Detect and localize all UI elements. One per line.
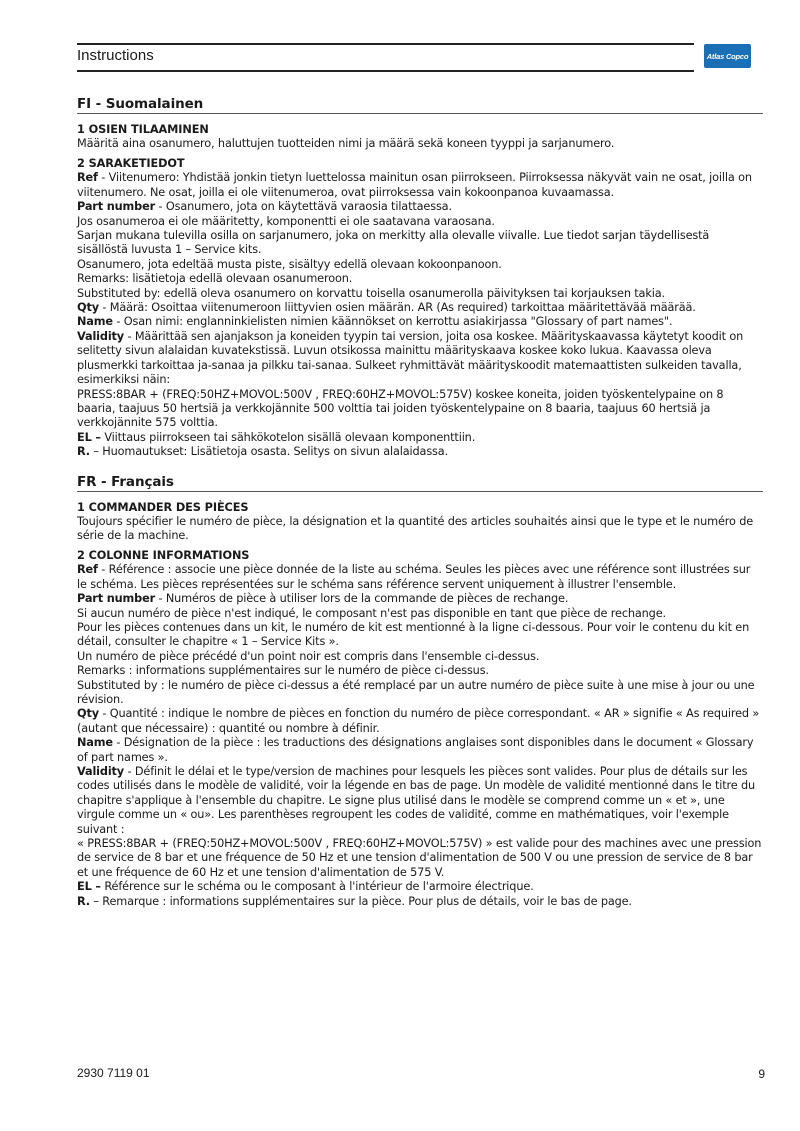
paragraph <box>77 765 763 837</box>
paragraph-text: - Référence : associe une pièce donnée de la liste au schéma. Seules les pièces avec une référence sont illustrées sur le schéma. Les pièces représentées sur le schéma sans référence servent uniquement à illustrer l'ensemble. <box>77 563 751 591</box>
paragraph-text: – Remarque : informations supplémentaires sur la pièce. Pour plus de détails, voir le bas de page. <box>89 894 632 908</box>
paragraph-text: Osanumero, jota edeltää musta piste, sisältyy edellä olevaan kokoonpanoon. <box>77 257 502 271</box>
subsection <box>77 549 763 909</box>
paragraph <box>77 650 763 664</box>
paragraph <box>77 137 763 151</box>
paragraph <box>77 592 763 606</box>
paragraph-text: Si aucun numéro de pièce n'est indiqué, le composant n'est pas disponible en tant que pièce de rechange. <box>77 606 666 620</box>
paragraph-text: – Huomautukset: Lisätietoja osasta. Selitys on sivun alalaidassa. <box>89 445 449 459</box>
paragraph <box>77 301 763 315</box>
document-number: 2930 7119 01 <box>77 1066 150 1080</box>
paragraph-text: - Määrittää sen ajanjakson ja koneiden tyypin tai version, joita osa koskee. Määrityskaavassa käytetyt koodit on selitetty sivun alalaidan kuvatekstissä. Luvun otsikossa mainittu määrityskaava koskee koko lukua. Kaavassa oleva plusmerkki tarkoittaa ja-sanaa ja pilkku tai-sanaa. Sulkeet ryhmittävät määrityskoodit matemaattisten sulkeiden tavalla, esimerkiksi näin: <box>77 329 744 387</box>
section-title: FI - Suomalainen <box>77 96 763 114</box>
header-rule-bottom <box>77 70 694 72</box>
paragraph-text: - Numéros de pièce à utiliser lors de la commande de pièces de rechange. <box>155 592 569 606</box>
paragraph <box>77 621 763 650</box>
term-label: Name <box>77 736 113 750</box>
paragraph-text: Remarks: lisätietoja edellä olevaan osanumeroon. <box>77 272 353 286</box>
paragraph-text: PRESS:8BAR + (FREQ:50HZ+MOVOL:500V , FREQ:60HZ+MOVOL:575V) koskee koneita, joiden työskentelypaine on 8 baaria, taajuus 50 hertsiä ja verkkojännite 500 volttia tai joiden työskentelypaine on 8 baaria, taajuus 60 hertsiä ja verkkojännite 575 volttia. <box>77 387 724 430</box>
paragraph-text: - Désignation de la pièce : les traductions des désignations anglaises sont disponibles dans le document « Glossary of part names ». <box>77 736 754 764</box>
paragraph <box>77 431 763 445</box>
paragraph-text: - Määrä: Osoittaa viitenumeroon liittyvien osien määrän. AR (As required) tarkoittaa määritettävää määrää. <box>98 301 696 315</box>
paragraph-text: « PRESS:8BAR + (FREQ:50HZ+MOVOL:500V , FREQ:60HZ+MOVOL:575V) » est valide pour des machines avec une pression de service de 8 bar et une fréquence de 50 Hz et une tension d'alimentation de 500 V ou une pression de service de 8 bar et une fréquence de 60 Hz et une tension d'alimentation de 575 V. <box>77 837 762 879</box>
paragraph-text: Jos osanumeroa ei ole määritetty, komponentti ei ole saatavana varaosana. <box>77 214 495 228</box>
paragraph-text: Substituted by : le numéro de pièce ci-dessus a été remplacé par un autre numéro de pièce suite à une mise à jour ou une révision. <box>77 678 755 706</box>
term-label: Qty <box>77 301 99 315</box>
subsection-heading: 1 OSIEN TILAAMINEN <box>77 123 209 136</box>
paragraph <box>77 315 763 329</box>
subsection <box>77 501 763 544</box>
term-label: Part number <box>77 200 156 214</box>
page-header <box>77 41 751 75</box>
paragraph-text: - Définit le délai et le type/version de machines pour lesquels les pièces sont valides. Pour plus de détails sur les codes utilisés dans le modèle de validité, voir la légende en bas de page. Un modèle de validité mentionné dans le titre du chapitre s'applique à l'ensemble du chapitre. Le signe plus utilisé dans le modèle se comprend comme un « et », une virgule comme un « ou». Les parenthèses regroupent les codes de validité, comme en mathématiques, voir l'exemple suivant : <box>77 765 756 836</box>
term-label: Part number <box>77 592 156 606</box>
paragraph-text: - Osan nimi: englanninkielisten nimien käännökset on kerrottu asiakirjassa "Glossary of part names". <box>112 315 673 329</box>
paragraph <box>77 707 763 736</box>
paragraph <box>77 287 763 301</box>
paragraph <box>77 607 763 621</box>
subsection-heading: 2 SARAKETIEDOT <box>77 157 185 171</box>
paragraph-text: Määritä aina osanumero, haluttujen tuotteiden nimi ja määrä sekä koneen tyyppi ja sarjanumero. <box>77 137 615 150</box>
paragraph <box>77 837 763 880</box>
paragraph <box>77 515 763 544</box>
paragraph <box>77 445 763 459</box>
paragraph <box>77 330 763 388</box>
term-label: Name <box>77 315 113 329</box>
paragraph-text: Référence sur le schéma ou le composant à l'intérieur de l'armoire électrique. <box>100 880 534 894</box>
paragraph-text: Remarks : informations supplémentaires sur le numéro de pièce ci-dessus. <box>77 664 489 678</box>
term-label: R. <box>77 894 90 908</box>
subsection <box>77 123 763 151</box>
paragraph <box>77 563 763 592</box>
term-label: EL – <box>77 880 101 894</box>
paragraph-text: - Quantité : indique le nombre de pièces en fonction du numéro de pièce correspondant. « AR » signifie « As required » (autant que nécessaire) : quantité ou nombre à définir. <box>77 707 760 735</box>
logo-text: Atlas Copco <box>706 51 749 61</box>
term-label: Qty <box>77 707 99 721</box>
term-label: Ref <box>77 171 98 185</box>
term-label: R. <box>77 445 90 459</box>
section-title: FR - Français <box>77 474 763 492</box>
header-rule-top <box>77 43 694 45</box>
term-label: Validity <box>77 765 125 779</box>
paragraph-text: Viittaus piirrokseen tai sähkökotelon sisällä olevaan komponenttiin. <box>100 430 476 444</box>
paragraph <box>77 258 763 272</box>
term-label: Validity <box>77 329 125 343</box>
paragraph <box>77 736 763 765</box>
term-label: Ref <box>77 563 98 577</box>
atlas-copco-logo <box>704 44 751 68</box>
subsection-heading: 1 COMMANDER DES PIÈCES <box>77 500 249 514</box>
paragraph-text: Pour les pièces contenues dans un kit, le numéro de kit est mentionné à la ligne ci-dessous. Pour voir le contenu du kit en détail, consulter le chapitre « 1 – Service Kits ». <box>77 620 750 649</box>
paragraph <box>77 200 763 214</box>
paragraph-text: Un numéro de pièce précédé d'un point noir est compris dans l'ensemble ci-dessus. <box>77 649 540 663</box>
paragraph <box>77 215 763 229</box>
paragraph <box>77 895 763 909</box>
paragraph-text: Substituted by: edellä oleva osanumero on korvattu toisella osanumerolla päivityksen tai korjauksen takia. <box>77 286 665 300</box>
document-body <box>77 96 763 923</box>
paragraph <box>77 388 763 431</box>
paragraph-text: - Viitenumero: Yhdistää jonkin tietyn luettelossa mainitun osan piirrokseen. Piirroksessa näkyvät vain ne osat, joilla on viitenumero. Ne osat, joilla ei ole viitenumeroa, ovat piirroksessa vain kokoonpanoa kuvaamassa. <box>77 171 752 199</box>
paragraph <box>77 880 763 894</box>
paragraph-text: - Osanumero, jota on käytettävä varaosia tilattaessa. <box>155 200 452 214</box>
paragraph <box>77 679 763 708</box>
paragraph <box>77 272 763 286</box>
subsection <box>77 157 763 459</box>
header-title: Instructions <box>77 47 154 64</box>
language-section <box>77 474 763 910</box>
page-number: 9 <box>758 1067 765 1081</box>
subsection-heading: 2 COLONNE INFORMATIONS <box>77 549 250 563</box>
paragraph-text: Sarjan mukana tulevilla osilla on sarjanumero, joka on merkitty alla olevalle viivalle. Lue tiedot sarjan täydellisestä sisällöstä luvusta 1 – Service kits. <box>77 229 710 257</box>
language-section <box>77 96 763 460</box>
term-label: EL – <box>77 430 101 444</box>
paragraph-text: Toujours spécifier le numéro de pièce, la désignation et la quantité des articles souhaités ainsi que le type et le numéro de série de la machine. <box>77 514 754 542</box>
paragraph <box>77 664 763 678</box>
paragraph <box>77 171 763 200</box>
paragraph <box>77 229 763 258</box>
